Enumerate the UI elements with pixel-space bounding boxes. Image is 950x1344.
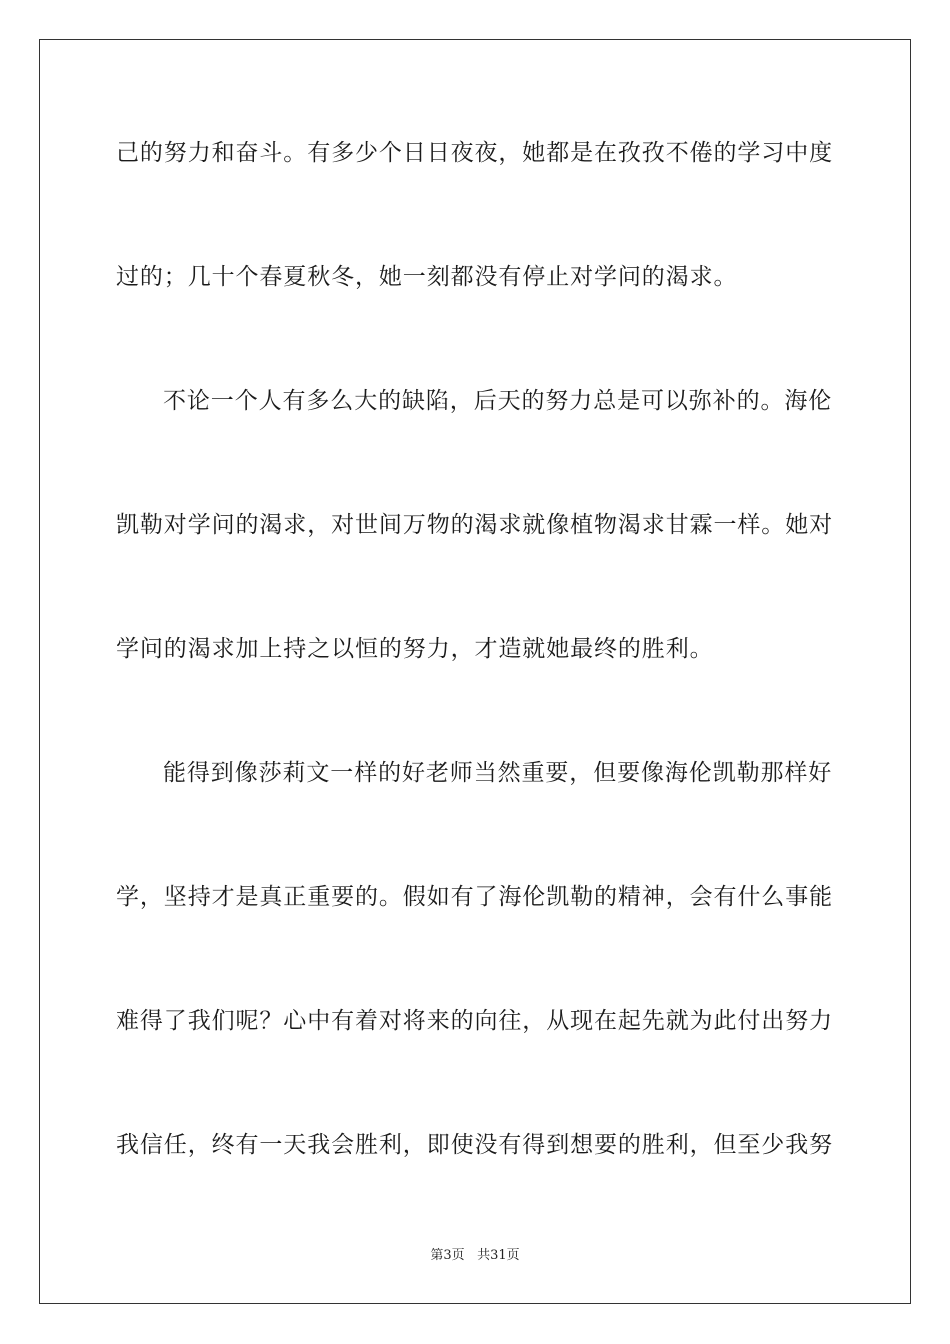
page-footer <box>0 1247 950 1265</box>
text-line-8: 难得了我们呢？心中有着对将来的向往，从现在起先就为此付出努力 <box>116 1008 833 1034</box>
text-line-7: 学，坚持才是真正重要的。假如有了海伦凯勒的精神，会有什么事能 <box>116 884 833 910</box>
page-border <box>39 39 911 1304</box>
page-number: 第3页 <box>430 1248 465 1263</box>
text-line-6: 能得到像莎莉文一样的好老师当然重要，但要像海伦凯勒那样好 <box>163 760 833 786</box>
text-line-2: 过的；几十个春夏秋冬，她一刻都没有停止对学问的渴求。 <box>116 264 738 290</box>
text-line-1: 己的努力和奋斗。有多少个日日夜夜，她都是在孜孜不倦的学习中度 <box>116 140 833 166</box>
text-line-4: 凯勒对学问的渴求，对世间万物的渴求就像植物渴求甘霖一样。她对 <box>116 512 833 538</box>
text-line-9: 我信任，终有一天我会胜利，即使没有得到想要的胜利，但至少我努 <box>116 1132 833 1158</box>
page-total: 共31页 <box>477 1248 520 1263</box>
text-line-5: 学问的渴求加上持之以恒的努力，才造就她最终的胜利。 <box>116 636 714 662</box>
text-line-3: 不论一个人有多么大的缺陷，后天的努力总是可以弥补的。海伦 <box>163 388 833 414</box>
